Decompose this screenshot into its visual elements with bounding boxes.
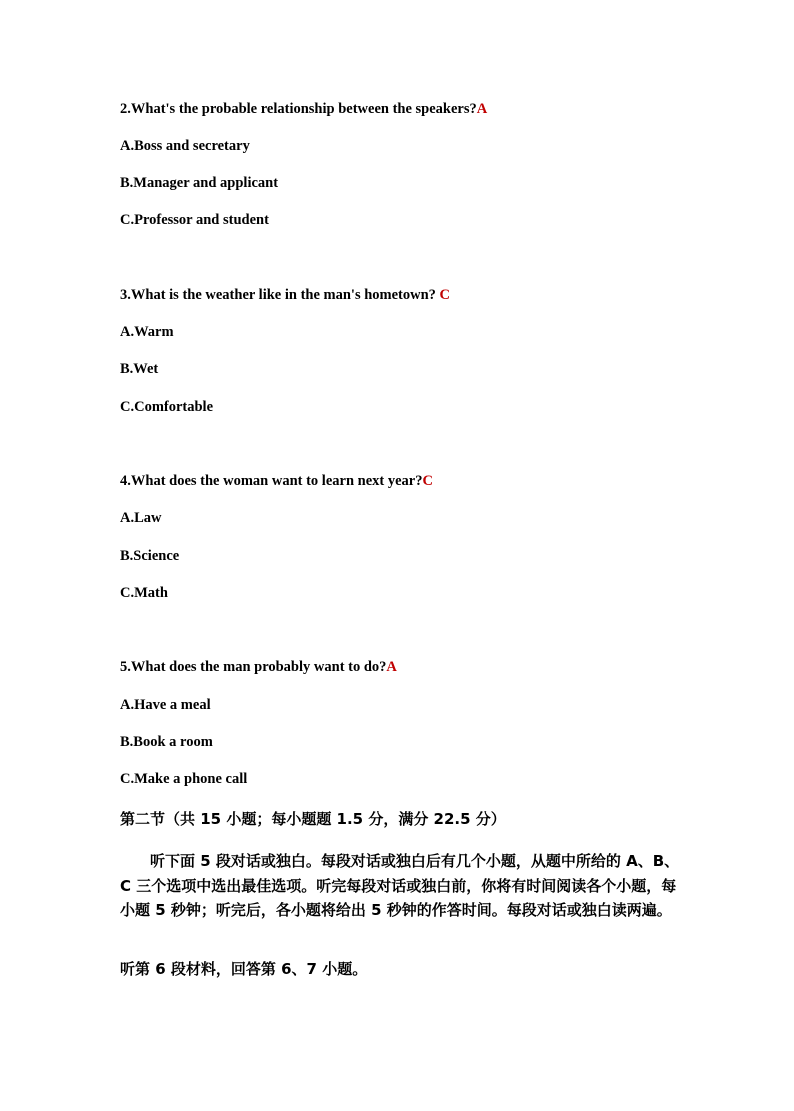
question-2-text: 2.What's the probable relationship between the speakers? — [120, 101, 477, 117]
question-3-option-c: C.Comfortable — [120, 399, 214, 415]
question-3-stem — [120, 286, 450, 304]
question-3-text: 3.What is the weather like in the man's hometown? — [120, 287, 440, 303]
question-4-option-a: A.Law — [120, 510, 162, 526]
question-2-option-a: A.Boss and secretary — [120, 138, 250, 154]
question-5-stem — [120, 658, 397, 676]
question-4-stem — [120, 472, 433, 490]
question-3-option-a: A.Warm — [120, 324, 174, 340]
question-4-answer: C — [422, 473, 433, 489]
question-5-option-a: A.Have a meal — [120, 697, 211, 713]
question-4-option-b: B.Science — [120, 548, 180, 564]
question-3-option-b: B.Wet — [120, 361, 159, 377]
question-4-text: 4.What does the woman want to learn next year? — [120, 473, 423, 489]
question-2-answer: A — [476, 101, 488, 117]
question-5-option-c: C.Make a phone call — [120, 771, 248, 787]
section-heading: 第二节（共 15 小题；每小题题 1.5 分，满分 22.5 分） — [120, 810, 506, 828]
question-5-answer: A — [386, 659, 397, 675]
question-5-option-b: B.Book a room — [120, 734, 213, 750]
question-2-option-c: C.Professor and student — [120, 212, 269, 228]
question-2-option-b: B.Manager and applicant — [120, 175, 279, 191]
section-instructions: 听下面 5 段对话或独白。每段对话或独白后有几个小题，从题中所给的 A、B、C 三个选项中选出最佳选项。听完每段对话或独白前，你将有时间阅读各个小题，每小题 5 秒钟；听完后，各小题将给出 5 秒钟的作答时间。每段对话或独白读两遍。 — [120, 852, 680, 919]
question-2-stem — [120, 100, 487, 118]
question-5-text: 5.What does the man probably want to do? — [120, 659, 387, 675]
question-3-answer: C — [439, 287, 451, 303]
question-4-option-c: C.Math — [120, 585, 168, 601]
section-next-prompt: 听第 6 段材料，回答第 6、7 小题。 — [120, 960, 368, 978]
